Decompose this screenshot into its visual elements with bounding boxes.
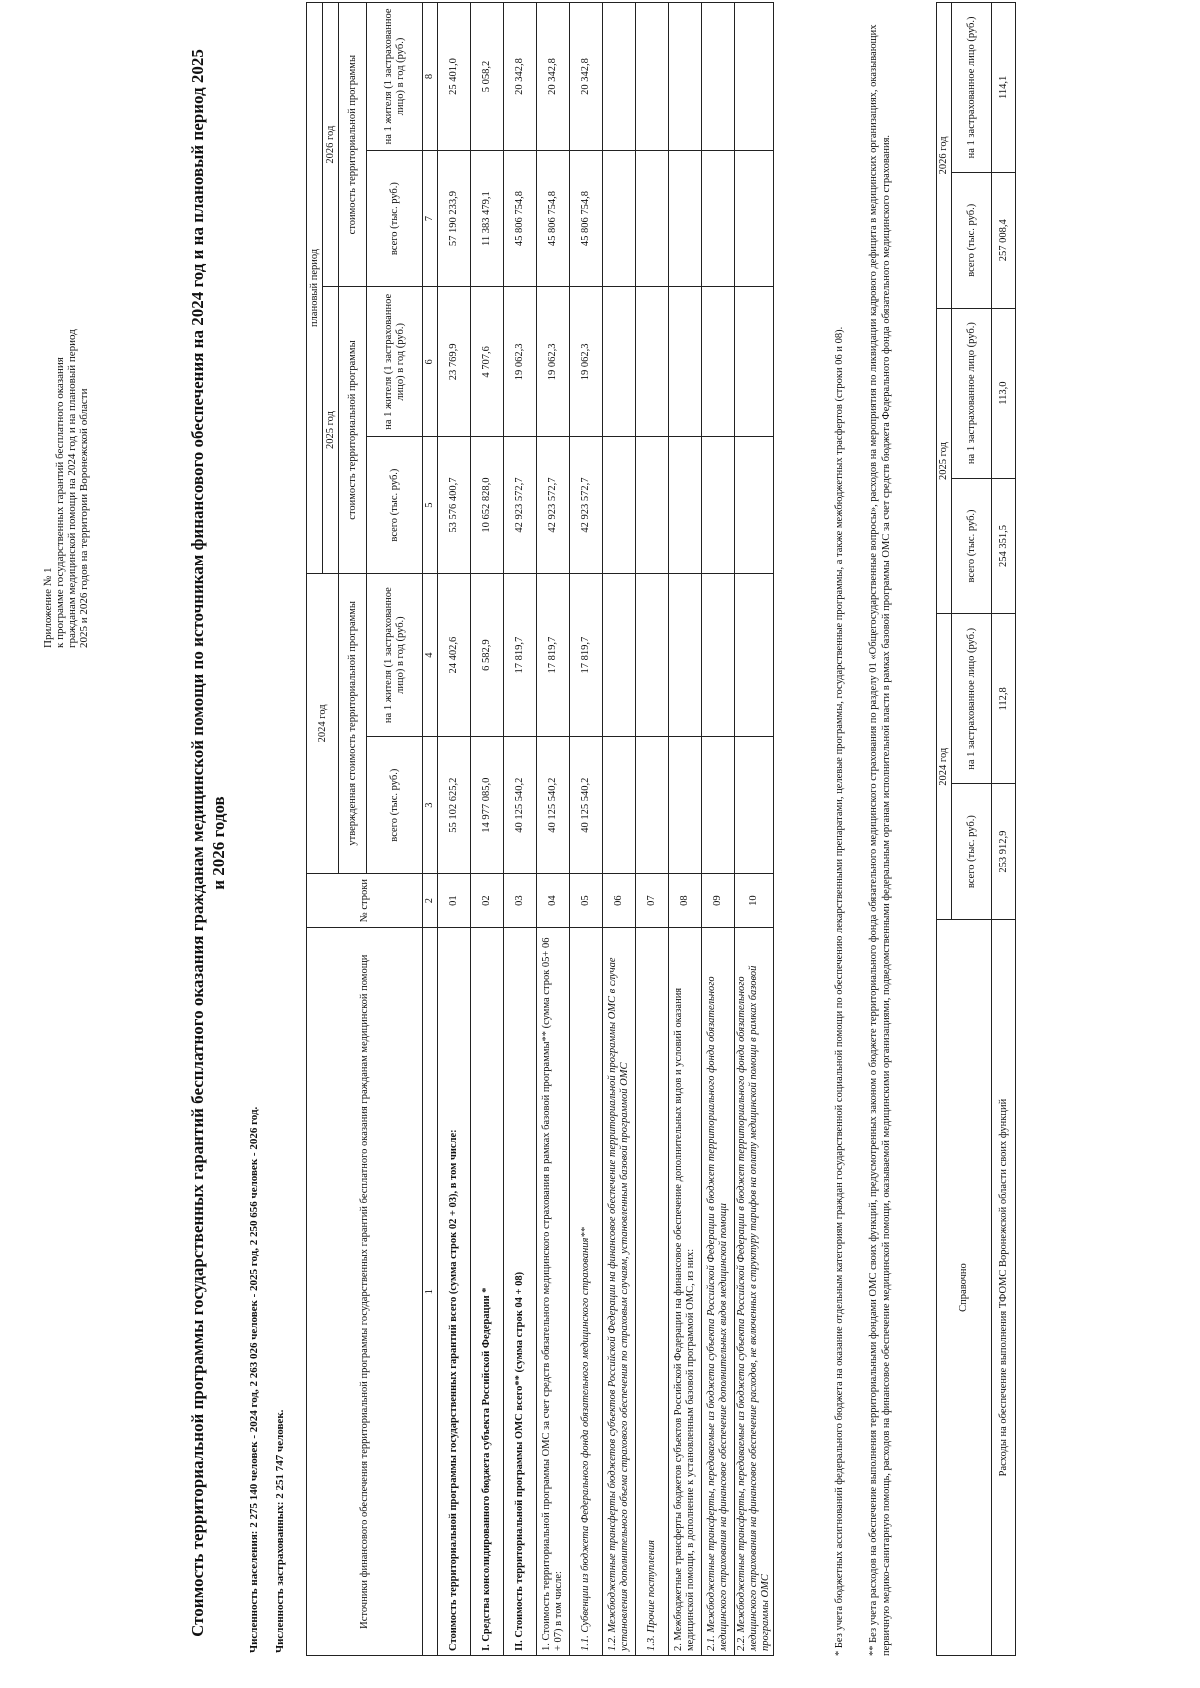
cell-total-2026: 45 806 754,8 bbox=[570, 150, 603, 286]
table-row bbox=[636, 3, 669, 1656]
row-code: 06 bbox=[603, 873, 636, 928]
header-per-resident-2026: на 1 жителя (1 застрахованное лицо) в год (руб.) bbox=[367, 3, 423, 151]
cell-total-2024 bbox=[702, 737, 735, 873]
table-row bbox=[735, 3, 774, 1656]
cell-per-resident-2026: 20 342,8 bbox=[504, 3, 537, 151]
cell-per-resident-2025 bbox=[603, 287, 636, 437]
cell-total-2026: 45 806 754,8 bbox=[504, 150, 537, 286]
row-label: II. Стоимость территориальной программы ОМС всего** (сумма строк 04 + 08) bbox=[504, 928, 537, 1656]
reference-year-2025: 2025 год bbox=[937, 308, 952, 614]
cell-per-resident-2025: 19 062,3 bbox=[504, 287, 537, 437]
cell-total-2024: 40 125 540,2 bbox=[570, 737, 603, 873]
row-label: 2. Межбюджетные трансферты бюджетов субъектов Российской Федерации на финансовое обеспечение дополнительных видов и условий оказания медицинской помощи, в дополнение к установленным базовой программой ОМС, из них: bbox=[669, 928, 702, 1656]
cell-total-2026: 11 383 479,1 bbox=[471, 150, 504, 286]
column-number: 5 bbox=[423, 437, 438, 573]
reference-cell: 253 912,9 bbox=[992, 784, 1016, 920]
header-total-2026: всего (тыс. руб.) bbox=[367, 150, 423, 286]
cost-table bbox=[306, 2, 774, 1656]
cell-per-resident-2025: 19 062,3 bbox=[570, 287, 603, 437]
row-code: 01 bbox=[438, 873, 471, 928]
cell-per-resident-2024 bbox=[603, 573, 636, 737]
column-number: 1 bbox=[423, 928, 438, 1656]
cell-total-2026 bbox=[669, 150, 702, 286]
cell-per-resident-2026: 20 342,8 bbox=[537, 3, 570, 151]
appendix-line: Приложение № 1 bbox=[42, 567, 54, 648]
cell-per-resident-2024 bbox=[735, 573, 774, 737]
reference-cell: 114,1 bbox=[992, 3, 1016, 173]
reference-per-insured-2026: на 1 застрахованное лицо (руб.) bbox=[952, 3, 992, 173]
column-number: 6 bbox=[423, 287, 438, 437]
header-row-number: № строки bbox=[307, 873, 423, 928]
table-row bbox=[537, 3, 570, 1656]
cell-total-2024: 14 977 085,0 bbox=[471, 737, 504, 873]
cell-total-2025 bbox=[636, 437, 669, 573]
cell-per-resident-2026 bbox=[702, 3, 735, 151]
cell-per-resident-2025 bbox=[636, 287, 669, 437]
cell-total-2024: 55 102 625,2 bbox=[438, 737, 471, 873]
row-code: 10 bbox=[735, 873, 774, 928]
cell-per-resident-2024: 6 582,9 bbox=[471, 573, 504, 737]
cell-total-2026 bbox=[735, 150, 774, 286]
row-label: 2.1. Межбюджетные трансферты, передаваемые из бюджета субъекта Российской Федерации в бюджет территориального фонда обязательного медицинского страхования на финансовое обеспечение дополнительных видов медицинской помощи bbox=[702, 928, 735, 1656]
row-label: 1.3. Прочие поступления bbox=[636, 928, 669, 1656]
row-label: 1.2. Межбюджетные трансферты бюджетов субъектов Российской Федерации на финансовое обеспечение территориальной программы ОМС в случае установления дополнительного объема страхового обеспечения по страховым случаям, установленным базовой программой ОМС bbox=[603, 928, 636, 1656]
document-title bbox=[187, 33, 229, 1653]
reference-per-insured-2025: на 1 застрахованное лицо (руб.) bbox=[952, 308, 992, 478]
column-number: 7 bbox=[423, 150, 438, 286]
reference-total-2024: всего (тыс. руб.) bbox=[952, 784, 992, 920]
header-approved-cost: утвержденная стоимость территориальной программы bbox=[339, 573, 367, 873]
header-per-resident-2025: на 1 жителя (1 застрахованное лицо) в год (руб.) bbox=[367, 287, 423, 437]
reference-year-2026: 2026 год bbox=[937, 3, 952, 309]
table-row bbox=[471, 3, 504, 1656]
cell-total-2026 bbox=[636, 150, 669, 286]
cell-per-resident-2025: 4 707,6 bbox=[471, 287, 504, 437]
cell-per-resident-2025: 23 769,9 bbox=[438, 287, 471, 437]
cell-per-resident-2024: 17 819,7 bbox=[570, 573, 603, 737]
table-row bbox=[992, 3, 1016, 1656]
cell-per-resident-2026 bbox=[669, 3, 702, 151]
cell-total-2025 bbox=[702, 437, 735, 573]
cell-total-2024 bbox=[636, 737, 669, 873]
row-label: 2.2. Межбюджетные трансферты, передаваемые из бюджета субъекта Российской Федерации в бюджет территориального фонда обязательного медицинского страхования на финансовое обеспечение расходов, не включенных в структуру тарифов на оплату медицинской помощи в рамках базовой программы ОМС bbox=[735, 928, 774, 1656]
reference-cell: 257 008,4 bbox=[992, 172, 1016, 308]
table-row bbox=[603, 3, 636, 1656]
reference-label: Справочно bbox=[937, 920, 992, 1656]
appendix-line: к программе государственных гарантий бесплатного оказания bbox=[54, 357, 66, 648]
cell-total-2025 bbox=[735, 437, 774, 573]
header-year-2024: 2024 год bbox=[307, 573, 339, 873]
header-year-2026: 2026 год bbox=[323, 3, 339, 287]
footnote-double-star: ** Без учета расходов на обеспечение выполнения территориальными фондами ОМС своих функций, предусмотренных законом о бюджете территориального фонда обязательного медицинского страхования по разделу 01 «Общегосударственные вопросы», расходов на мероприятия по ликвидации кадрового дефицита в медицинских организациях, оказывающих первичную медико-санитарную помощь, расходов на финансовое обеспечение медицинской помощи, оказываемой медицинскими организациями, подведомственными федеральным органам исполнительной власти в рамках базовой программы ОМС за счет средств бюджета Федерального фонда обязательного медицинского страхования. bbox=[868, 24, 892, 1656]
reference-total-2026: всего (тыс. руб.) bbox=[952, 172, 992, 308]
header-source: Источники финансового обеспечения территориальной программы государственных гарантий бесплатного оказания гражданам медицинской помощи bbox=[307, 928, 423, 1656]
title-line-1: Стоимость территориальной программы государственных гарантий бесплатного оказания гражданам медицинской помощи по источникам финансового обеспечения на 2024 год и на плановый период 2025 bbox=[188, 49, 207, 1637]
table-row bbox=[669, 3, 702, 1656]
cell-total-2025: 10 652 828,0 bbox=[471, 437, 504, 573]
cell-per-resident-2025: 19 062,3 bbox=[537, 287, 570, 437]
header-year-2025: 2025 год bbox=[323, 287, 339, 573]
title-line-2: и 2026 годов bbox=[209, 796, 228, 890]
header-per-resident-2024: на 1 жителя (1 застрахованное лицо) в год (руб.) bbox=[367, 573, 423, 737]
reference-per-insured-2024: на 1 застрахованное лицо (руб.) bbox=[952, 614, 992, 784]
table-row bbox=[504, 3, 537, 1656]
appendix-line: 2025 и 2026 годов на территории Воронежской области bbox=[78, 388, 90, 648]
cell-per-resident-2026 bbox=[636, 3, 669, 151]
table-row bbox=[570, 3, 603, 1656]
header-total-2024: всего (тыс. руб.) bbox=[367, 737, 423, 873]
header-total-2025: всего (тыс. руб.) bbox=[367, 437, 423, 573]
cell-total-2024 bbox=[669, 737, 702, 873]
cell-per-resident-2026: 5 058,2 bbox=[471, 3, 504, 151]
cell-total-2024 bbox=[603, 737, 636, 873]
column-number: 3 bbox=[423, 737, 438, 873]
population-text: Численность населения: 2 275 140 человек - 2024 год, 2 263 026 человек - 2025 год, 2 250 656 человек - 2026 год. bbox=[248, 1106, 260, 1653]
cell-total-2024: 40 125 540,2 bbox=[537, 737, 570, 873]
cell-per-resident-2024 bbox=[669, 573, 702, 737]
reference-table bbox=[936, 2, 1016, 1656]
cell-per-resident-2026: 20 342,8 bbox=[570, 3, 603, 151]
column-number: 4 bbox=[423, 573, 438, 737]
appendix-line: гражданам медицинской помощи на 2024 год и на плановый период bbox=[66, 329, 78, 648]
reference-total-2025: всего (тыс. руб.) bbox=[952, 478, 992, 614]
cell-total-2025 bbox=[669, 437, 702, 573]
row-code: 03 bbox=[504, 873, 537, 928]
reference-year-2024: 2024 год bbox=[937, 614, 952, 920]
cell-total-2026: 45 806 754,8 bbox=[537, 150, 570, 286]
cell-total-2025: 53 576 400,7 bbox=[438, 437, 471, 573]
cell-per-resident-2024: 17 819,7 bbox=[537, 573, 570, 737]
cell-total-2026 bbox=[702, 150, 735, 286]
reference-cell: 112,8 bbox=[992, 614, 1016, 784]
cell-total-2025 bbox=[603, 437, 636, 573]
reference-row-label: Расходы на обеспечение выполнения ТФОМС Воронежской области своих функций bbox=[992, 920, 1016, 1656]
row-code: 05 bbox=[570, 873, 603, 928]
cell-per-resident-2026: 25 401,0 bbox=[438, 3, 471, 151]
cell-total-2024: 40 125 540,2 bbox=[504, 737, 537, 873]
header-cost-2026: стоимость территориальной программы bbox=[339, 3, 367, 287]
row-label: I. Средства консолидированного бюджета субъекта Российской Федерации * bbox=[471, 928, 504, 1656]
insured-text: Численность застрахованных: 2 251 747 человек. bbox=[274, 1409, 286, 1653]
cell-per-resident-2024: 17 819,7 bbox=[504, 573, 537, 737]
header-planned-period: плановый период bbox=[307, 3, 323, 574]
cell-per-resident-2024 bbox=[702, 573, 735, 737]
row-label: Стоимость территориальной программы государственных гарантий всего (сумма строк 02 + 03), в том числе: bbox=[438, 928, 471, 1656]
cell-total-2025: 42 923 572,7 bbox=[537, 437, 570, 573]
reference-cell: 254 351,5 bbox=[992, 478, 1016, 614]
column-number: 8 bbox=[423, 3, 438, 151]
cell-total-2026 bbox=[603, 150, 636, 286]
cell-total-2026: 57 190 233,9 bbox=[438, 150, 471, 286]
footnote-single-star: * Без учета бюджетных ассигнований федерального бюджета на оказание отдельным категориям граждан государственной социальной помощи по обеспечению лекарственными препаратами, целевые программы, государственные программы, а также межбюджетных трасфертов (строки 06 и 08). bbox=[834, 326, 845, 1656]
row-code: 07 bbox=[636, 873, 669, 928]
cell-total-2025: 42 923 572,7 bbox=[504, 437, 537, 573]
row-code: 09 bbox=[702, 873, 735, 928]
row-code: 04 bbox=[537, 873, 570, 928]
cell-per-resident-2024: 24 402,6 bbox=[438, 573, 471, 737]
cell-per-resident-2024 bbox=[636, 573, 669, 737]
cell-per-resident-2025 bbox=[735, 287, 774, 437]
row-code: 08 bbox=[669, 873, 702, 928]
cell-per-resident-2025 bbox=[669, 287, 702, 437]
reference-cell: 113,0 bbox=[992, 308, 1016, 478]
appendix-header bbox=[42, 48, 90, 648]
cell-per-resident-2026 bbox=[735, 3, 774, 151]
row-code: 02 bbox=[471, 873, 504, 928]
table-row bbox=[438, 3, 471, 1656]
row-label: 1. Стоимость территориальной программы ОМС за счет средств обязательного медицинского страхования в рамках базовой программы** (сумма строк 05+ 06 + 07) в том числе: bbox=[537, 928, 570, 1656]
column-number: 2 bbox=[423, 873, 438, 928]
cell-total-2025: 42 923 572,7 bbox=[570, 437, 603, 573]
cell-total-2024 bbox=[735, 737, 774, 873]
row-label: 1.1. Субвенции из бюджета Федерального фонда обязательного медицинского страхования** bbox=[570, 928, 603, 1656]
cell-per-resident-2026 bbox=[603, 3, 636, 151]
table-row bbox=[702, 3, 735, 1656]
header-cost-2025: стоимость территориальной программы bbox=[339, 287, 367, 573]
cell-per-resident-2025 bbox=[702, 287, 735, 437]
